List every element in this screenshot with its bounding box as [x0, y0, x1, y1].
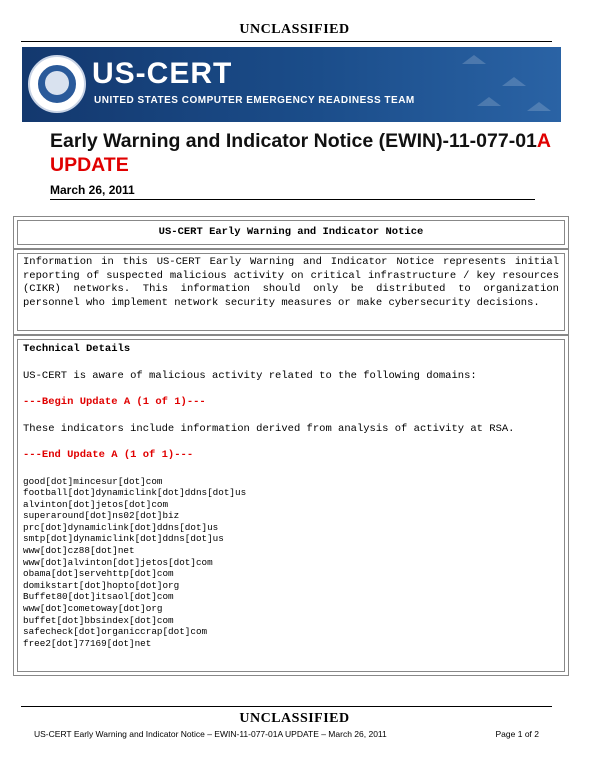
notice-header: US-CERT Early Warning and Indicator Notice: [158, 226, 424, 238]
title-divider: [50, 199, 535, 200]
domain-item: www[dot]cometoway[dot]org: [23, 603, 163, 615]
footer-divider: [21, 706, 552, 707]
domain-item: alvinton[dot]jetos[dot]com: [23, 498, 169, 510]
page-number: Page 1 of 2: [495, 729, 539, 739]
update-label: UPDATE: [50, 154, 129, 176]
domain-item: domikstart[dot]hopto[dot]org: [23, 579, 180, 591]
domain-item: www[dot]alvinton[dot]jetos[dot]com: [23, 556, 213, 568]
footer-text: US-CERT Early Warning and Indicator Notice – EWIN-11-077-01A UPDATE – March 26, 2011: [34, 729, 387, 739]
dhs-seal-icon: [28, 55, 86, 113]
banner-subtitle: UNITED STATES COMPUTER EMERGENCY READINESS TEAM: [94, 95, 415, 106]
end-update-marker: ---End Update A (1 of 1)---: [23, 449, 194, 461]
begin-update-marker: ---Begin Update A (1 of 1)---: [23, 396, 206, 408]
header-divider: [21, 41, 552, 42]
title-main: Early Warning and Indicator Notice (EWIN)-11-077-01: [50, 130, 537, 152]
domain-item: superaround[dot]ns02[dot]biz: [23, 510, 180, 522]
notice-intro-box: [13, 249, 569, 335]
domain-item: www[dot]cz88[dot]net: [23, 545, 135, 557]
classification-header: UNCLASSIFIED: [239, 22, 350, 37]
document-title: [50, 130, 551, 153]
domain-item: prc[dot]dynamiclink[dot]ddns[dot]us: [23, 521, 219, 533]
domain-item: good[dot]mincesur[dot]com: [23, 475, 163, 487]
domain-item: buffet[dot]bbsindex[dot]com: [23, 614, 174, 626]
document-date: March 26, 2011: [50, 183, 135, 197]
domain-item: football[dot]dynamiclink[dot]ddns[dot]us: [23, 487, 247, 499]
notice-header-box: [13, 216, 569, 249]
domain-item: free2[dot]77169[dot]net: [23, 637, 152, 649]
us-cert-banner: [22, 47, 561, 122]
notice-intro: Information in this US-CERT Early Warning and Indicator Notice represents initial reporting of suspected malicious activity on critical infrastructure / key resources (CIKR) networks. This information should only be distributed to organization personnel who implement network security measures or make cybersecurity decisions.: [23, 256, 559, 309]
domain-item: smtp[dot]dynamiclink[dot]ddns[dot]us: [23, 533, 224, 545]
title-suffix: A: [536, 130, 551, 152]
banner-brand: US-CERT: [92, 57, 233, 90]
technical-heading: Technical Details: [23, 343, 131, 355]
update-text: These indicators include information derived from analysis of activity at RSA.: [23, 422, 515, 435]
domain-list: [23, 476, 559, 650]
domain-item: safecheck[dot]organiccrap[dot]com: [23, 626, 208, 638]
domain-item: obama[dot]servehttp[dot]com: [23, 568, 174, 580]
classification-footer: UNCLASSIFIED: [239, 711, 350, 726]
aware-text: US-CERT is aware of malicious activity related to the following domains:: [23, 369, 477, 382]
technical-details-box: [13, 335, 569, 676]
domain-item: Buffet80[dot]itsaol[dot]com: [23, 591, 174, 603]
